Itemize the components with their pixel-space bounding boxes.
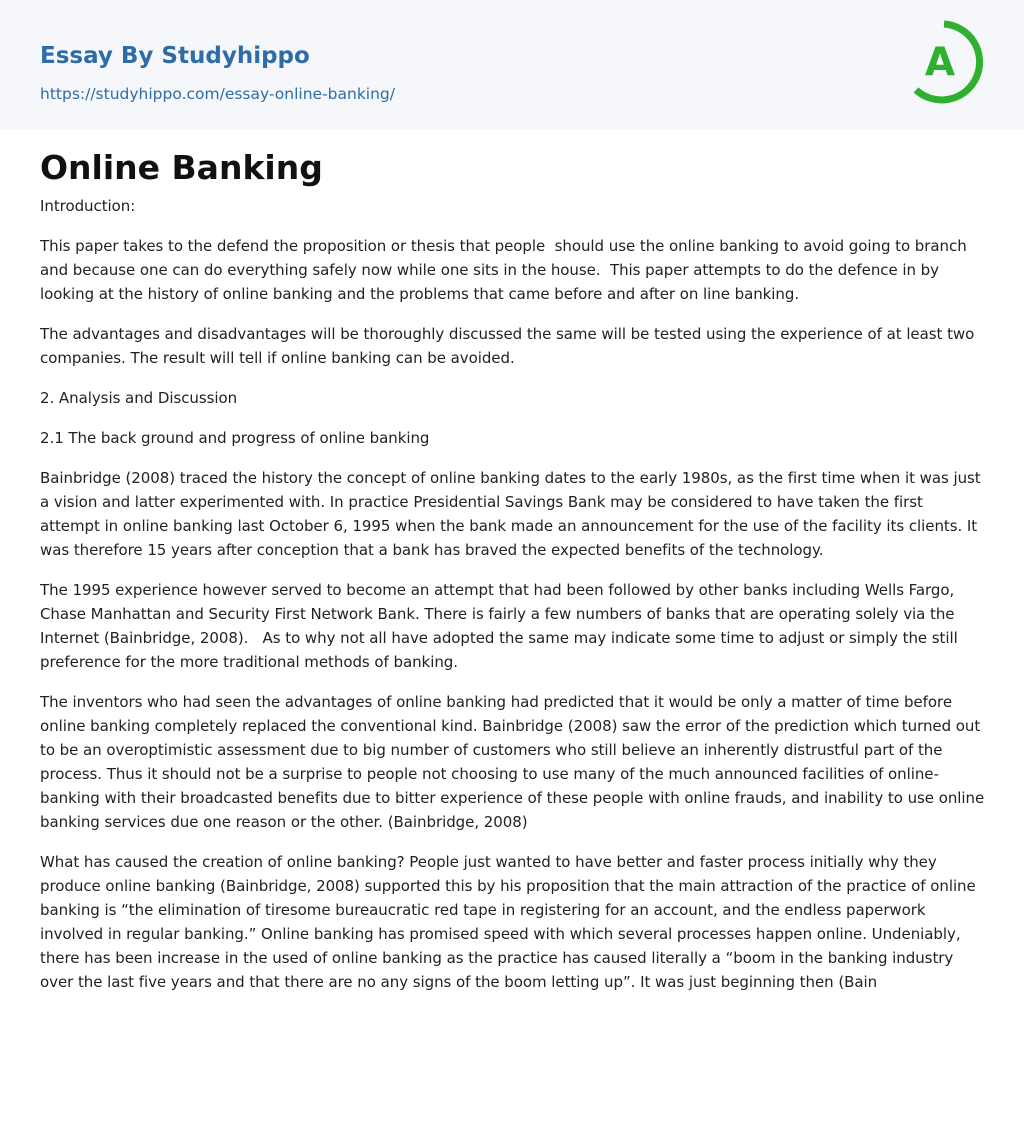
paragraph-advantages: The advantages and disadvantages will be thoroughly discussed the same will be tested using the experience of at least two companies. The result will tell if online banking can be avoided. xyxy=(40,325,979,367)
essay-source-link[interactable]: https://studyhippo.com/essay-online-banking/ xyxy=(40,85,395,103)
subsection-heading-background: 2.1 The back ground and progress of online banking xyxy=(40,429,430,447)
paragraph-inventors: The inventors who had seen the advantages of online banking had predicted that it would be only a matter of time before online banking completely replaced the conventional kind. Bainbridge (2008) saw the error of the prediction which turned out to be an overoptimistic assessment due to big number of customers who still believe an inherently distrustful part of the process. Thus it should not be a surprise to people not choosing to use many of the much announced facilities of online-banking with their broadcasted benefits due to bitter experience of these people with online frauds, and inability to use online banking services due one reason or the other. (Bainbridge, 2008) xyxy=(40,693,989,831)
site-brand-title[interactable]: Essay By Studyhippo xyxy=(40,43,310,69)
paragraph-creation: What has caused the creation of online banking? People just wanted to have better and faster process initially why they produce online banking (Bainbridge, 2008) supported this by his proposition that the main attraction of the practice of online banking is “the elimination of tiresome bureaucratic red tape in registering for an account, and the endless paperwork involved in regular banking.” Online banking has promised speed with which several processes happen online. Undeniably, there has been increase in the used of online banking as the practice has caused literally a “boom in the banking industry over the last five years and that there are no any signs of the boom letting up”. It was just beginning then (Bain xyxy=(40,853,981,991)
paragraph-thesis: This paper takes to the defend the proposition or thesis that people should use the online banking to avoid going to branch and because one can do everything safely now while one sits in the house. This paper attempts to do the defence in by looking at the history of online banking and the problems that came before and after on line banking. xyxy=(40,237,972,303)
logo-letter: A xyxy=(924,40,956,85)
page-title: Online Banking xyxy=(40,148,323,187)
section-heading-analysis: 2. Analysis and Discussion xyxy=(40,389,238,407)
paragraph-introduction-label: Introduction: xyxy=(40,197,136,215)
paragraph-1995-experience: The 1995 experience however served to become an attempt that had been followed by other banks including Wells Fargo, Chase Manhattan and Security First Network Bank. There is fairly a few numbers of banks that are operating solely via the Internet (Bainbridge, 2008). As to why not all have adopted the same may indicate some time to adjust or simply the still preference for the more traditional methods of banking. xyxy=(40,581,963,671)
site-header xyxy=(0,0,1024,129)
essay-body xyxy=(40,194,989,1010)
studyhippo-logo-icon[interactable] xyxy=(908,18,988,106)
paragraph-history: Bainbridge (2008) traced the history the concept of online banking dates to the early 1980s, as the first time when it was just a vision and latter experimented with. In practice Presidential Savings Bank may be considered to have taken the first attempt in online banking last October 6, 1995 when the bank made an announcement for the use of the facility its clients. It was therefore 15 years after conception that a bank has braved the expected benefits of the technology. xyxy=(40,469,986,559)
